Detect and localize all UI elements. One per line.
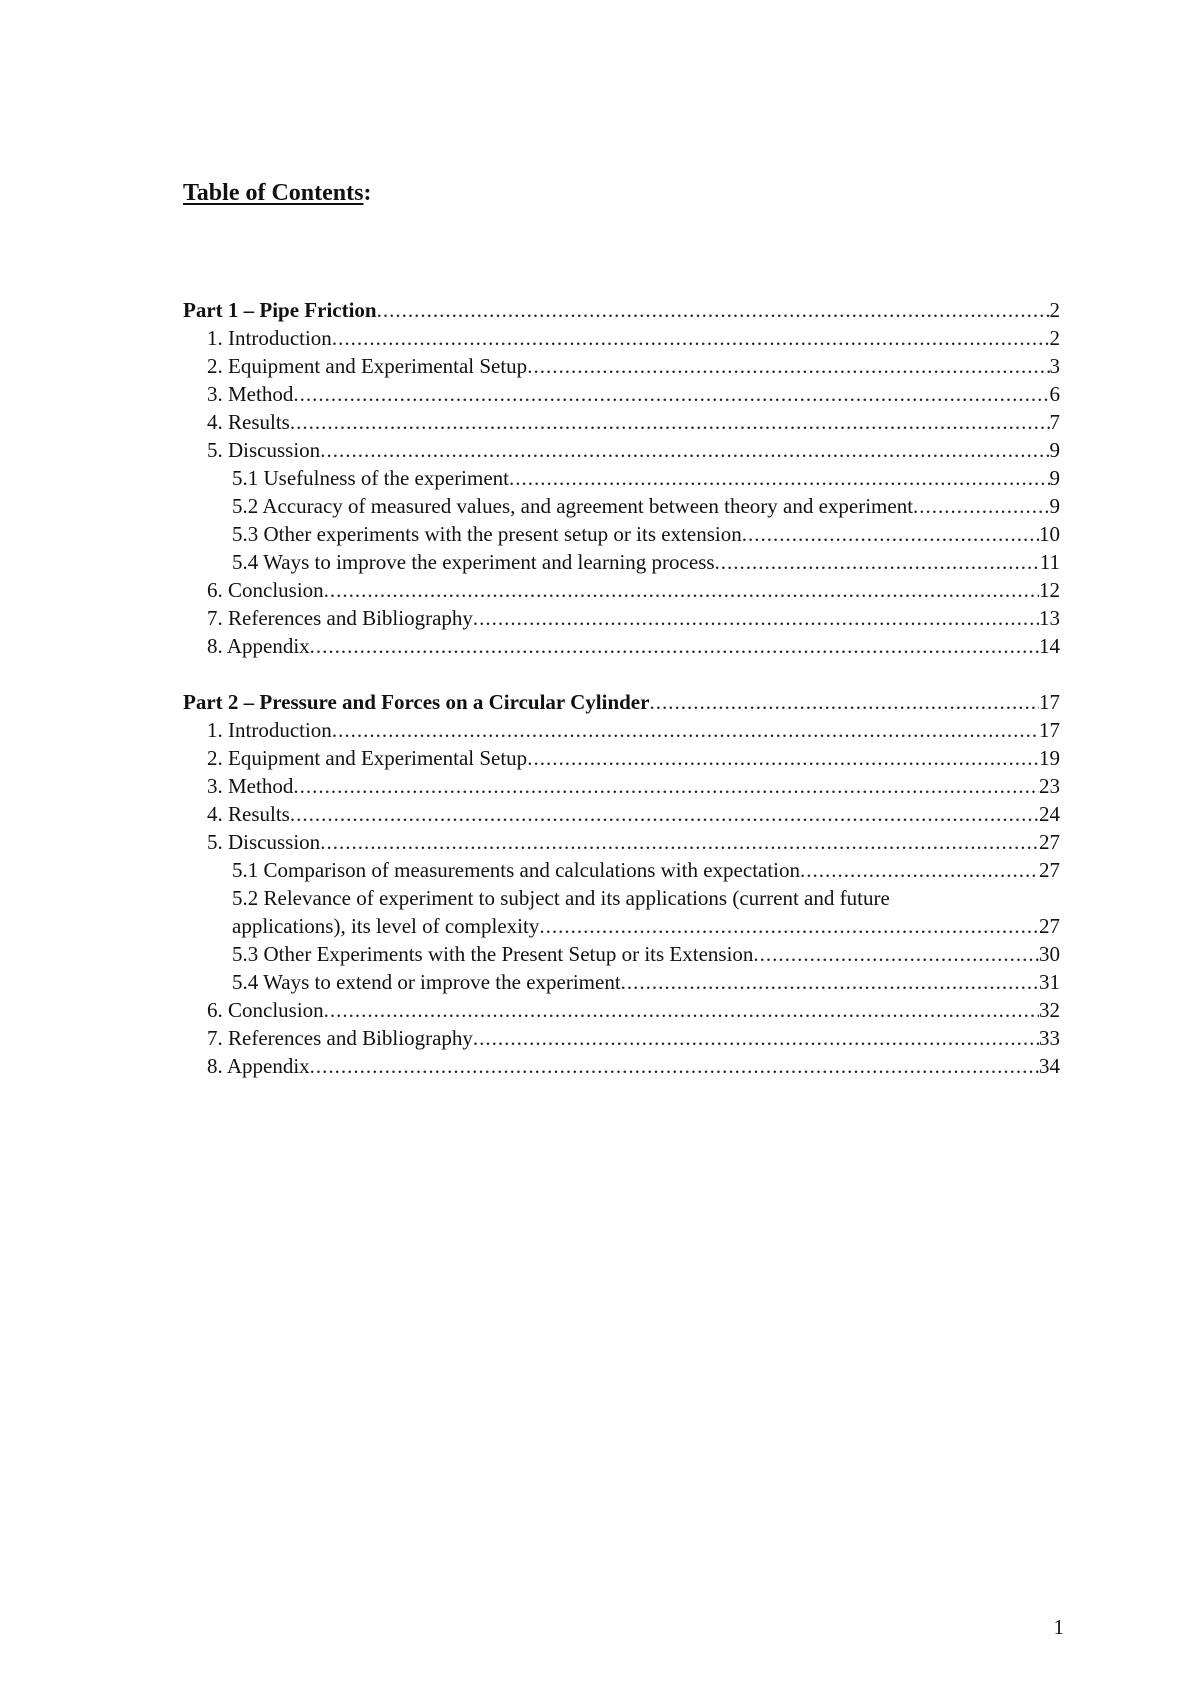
toc-entry[interactable] bbox=[183, 632, 1060, 660]
toc-entry-label: 5. Discussion bbox=[207, 830, 321, 854]
toc-page-number: 6 bbox=[1049, 382, 1060, 406]
toc-entry[interactable] bbox=[183, 324, 1060, 352]
dot-leader bbox=[742, 520, 1039, 548]
toc-entry-label: 5.1 Usefulness of the experiment bbox=[232, 466, 510, 490]
toc-page-number: 7 bbox=[1049, 410, 1060, 434]
toc-entry-label: 3. Method bbox=[207, 382, 294, 406]
toc-page-number: 34 bbox=[1039, 1054, 1060, 1078]
toc-subentry[interactable] bbox=[183, 492, 1060, 520]
dot-leader bbox=[290, 408, 1050, 436]
toc-page-number: 14 bbox=[1039, 634, 1060, 658]
toc-entry[interactable] bbox=[183, 604, 1060, 632]
dot-leader bbox=[621, 968, 1039, 996]
toc-entry[interactable] bbox=[183, 576, 1060, 604]
toc-entry-label: 6. Conclusion bbox=[207, 578, 324, 602]
toc-page-number: 33 bbox=[1039, 1026, 1060, 1050]
toc-entry-label: 4. Results bbox=[207, 802, 290, 826]
dot-leader bbox=[320, 436, 1049, 464]
toc-entry-label: 5.4 Ways to extend or improve the experiment bbox=[232, 970, 621, 994]
dot-leader bbox=[310, 1052, 1039, 1080]
toc-page-number: 27 bbox=[1039, 830, 1060, 854]
toc-entry-label: 2. Equipment and Experimental Setup bbox=[207, 746, 528, 770]
dot-leader bbox=[293, 380, 1049, 408]
dot-leader bbox=[800, 856, 1039, 884]
toc-entry[interactable] bbox=[183, 352, 1060, 380]
toc-entry-label: 5.4 Ways to improve the experiment and learning process bbox=[232, 550, 715, 574]
toc-entry[interactable] bbox=[183, 1052, 1060, 1080]
page-title bbox=[183, 178, 371, 208]
toc-entry-label: 5.3 Other Experiments with the Present Setup or its Extension bbox=[232, 942, 754, 966]
toc-entry-label: 5. Discussion bbox=[207, 438, 321, 462]
toc-part-heading[interactable] bbox=[183, 296, 1060, 324]
dot-leader bbox=[332, 716, 1039, 744]
toc-page-number: 2 bbox=[1049, 298, 1060, 322]
toc-entry-label-line-1: 5.2 Relevance of experiment to subject and its applications (current and future bbox=[232, 886, 890, 910]
dot-leader bbox=[539, 912, 1039, 940]
toc-page-number: 3 bbox=[1049, 354, 1060, 378]
toc-page-number: 2 bbox=[1049, 326, 1060, 350]
toc-entry-line-2 bbox=[232, 912, 1060, 940]
dot-leader bbox=[320, 828, 1039, 856]
toc-entry-label: 5.3 Other experiments with the present setup or its extension bbox=[232, 522, 742, 546]
toc-entry[interactable] bbox=[183, 800, 1060, 828]
toc-page-number: 17 bbox=[1039, 718, 1060, 742]
toc-entry-label: 5.2 Accuracy of measured values, and agreement between theory and experiment bbox=[232, 494, 914, 518]
toc-subentry[interactable] bbox=[183, 940, 1060, 968]
toc-page-number: 27 bbox=[1039, 858, 1060, 882]
toc-entry[interactable] bbox=[183, 408, 1060, 436]
toc-page-number: 13 bbox=[1039, 606, 1060, 630]
toc-entry-label: 6. Conclusion bbox=[207, 998, 324, 1022]
toc-page-number: 17 bbox=[1039, 690, 1060, 714]
toc-page-number: 12 bbox=[1039, 578, 1060, 602]
toc-subentry[interactable] bbox=[183, 464, 1060, 492]
dot-leader bbox=[377, 296, 1050, 324]
toc-entry-label: 1. Introduction bbox=[207, 718, 332, 742]
toc-entry-label: 7. References and Bibliography bbox=[207, 1026, 473, 1050]
toc-page-number: 24 bbox=[1039, 802, 1060, 826]
toc-page-number: 32 bbox=[1039, 998, 1060, 1022]
toc-subentry[interactable] bbox=[183, 968, 1060, 996]
toc-subentry[interactable] bbox=[183, 548, 1060, 576]
dot-leader bbox=[509, 464, 1049, 492]
dot-leader bbox=[473, 1024, 1039, 1052]
dot-leader bbox=[715, 548, 1040, 576]
page-title-colon: : bbox=[363, 180, 372, 206]
dot-leader bbox=[332, 324, 1050, 352]
toc-page-number: 23 bbox=[1039, 774, 1060, 798]
toc-page-number: 31 bbox=[1039, 970, 1060, 994]
page-title-text: Table of Contents bbox=[183, 180, 364, 206]
dot-leader bbox=[913, 492, 1049, 520]
dot-leader bbox=[649, 688, 1039, 716]
toc-part-1 bbox=[183, 296, 1060, 660]
toc-part-heading[interactable] bbox=[183, 688, 1060, 716]
dot-leader bbox=[527, 744, 1039, 772]
toc-entry[interactable] bbox=[183, 996, 1060, 1024]
toc-subentry[interactable] bbox=[183, 520, 1060, 548]
toc-page-number: 9 bbox=[1049, 466, 1060, 490]
toc-part-2 bbox=[183, 688, 1060, 1080]
toc-entry[interactable] bbox=[183, 436, 1060, 464]
toc-entry-label: Part 2 – Pressure and Forces on a Circular Cylinder bbox=[183, 690, 650, 714]
toc-entry-label: 8. Appendix bbox=[207, 1054, 310, 1078]
toc-entry-label-line-2: applications), its level of complexity bbox=[232, 914, 540, 938]
toc-entry-label: 4. Results bbox=[207, 410, 290, 434]
toc-entry[interactable] bbox=[183, 828, 1060, 856]
toc-entry-label: 7. References and Bibliography bbox=[207, 606, 473, 630]
toc-entry[interactable] bbox=[183, 716, 1060, 744]
toc-entry-label: 2. Equipment and Experimental Setup bbox=[207, 354, 528, 378]
dot-leader bbox=[527, 352, 1049, 380]
toc-entry[interactable] bbox=[183, 1024, 1060, 1052]
toc-entry-label: 8. Appendix bbox=[207, 634, 310, 658]
toc-page-number: 30 bbox=[1039, 942, 1060, 966]
page-number: 1 bbox=[1053, 1615, 1064, 1639]
toc-entry-label: 5.1 Comparison of measurements and calculations with expectation bbox=[232, 858, 801, 882]
toc-entry-label: 1. Introduction bbox=[207, 326, 332, 350]
toc-page-number: 11 bbox=[1039, 550, 1060, 574]
toc-subentry[interactable] bbox=[183, 856, 1060, 884]
toc-entry-label: Part 1 – Pipe Friction bbox=[183, 298, 377, 322]
toc-page-number: 9 bbox=[1049, 438, 1060, 462]
dot-leader bbox=[473, 604, 1039, 632]
dot-leader bbox=[324, 996, 1039, 1024]
dot-leader bbox=[293, 772, 1039, 800]
toc-entry[interactable] bbox=[183, 380, 1060, 408]
dot-leader bbox=[290, 800, 1039, 828]
toc-page-number: 9 bbox=[1049, 494, 1060, 518]
toc-entry[interactable] bbox=[183, 772, 1060, 800]
toc-page-number: 27 bbox=[1039, 914, 1060, 938]
toc-page-number: 10 bbox=[1039, 522, 1060, 546]
toc-subentry-wrapped[interactable] bbox=[183, 884, 1060, 940]
dot-leader bbox=[324, 576, 1039, 604]
toc-entry-label: 3. Method bbox=[207, 774, 294, 798]
dot-leader bbox=[753, 940, 1039, 968]
toc-entry[interactable] bbox=[183, 744, 1060, 772]
dot-leader bbox=[310, 632, 1039, 660]
toc-page-number: 19 bbox=[1039, 746, 1060, 770]
